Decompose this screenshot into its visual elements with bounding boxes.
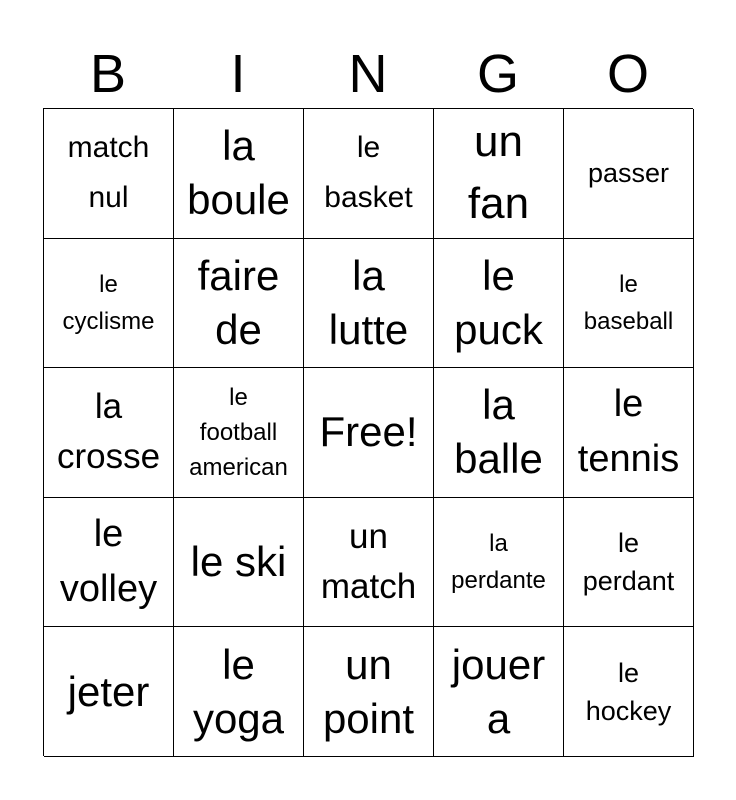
cell-text: le football american bbox=[189, 383, 288, 481]
bingo-cell[interactable] bbox=[434, 239, 564, 369]
cell-text: passer bbox=[587, 158, 670, 189]
cell-text: jouer a bbox=[451, 640, 546, 742]
cell-text: le cyclisme bbox=[62, 270, 155, 335]
bingo-cell[interactable] bbox=[564, 627, 694, 757]
bingo-cell[interactable] bbox=[44, 368, 174, 498]
cell-text: le yoga bbox=[192, 640, 285, 742]
bingo-cell[interactable] bbox=[434, 627, 564, 757]
cell-text: un fan bbox=[467, 117, 530, 229]
cell-text: le tennis bbox=[577, 383, 680, 481]
cell-text: la lutte bbox=[328, 251, 409, 353]
cell-text: le basket bbox=[324, 131, 413, 215]
bingo-cell[interactable] bbox=[44, 109, 174, 239]
cell-text: la crosse bbox=[56, 387, 161, 477]
bingo-cell[interactable] bbox=[434, 498, 564, 628]
bingo-cell[interactable] bbox=[44, 239, 174, 369]
bingo-cell[interactable] bbox=[564, 368, 694, 498]
cell-text: le baseball bbox=[583, 270, 674, 335]
bingo-cell[interactable] bbox=[174, 239, 304, 369]
bingo-cell[interactable] bbox=[304, 627, 434, 757]
bingo-cell[interactable] bbox=[434, 109, 564, 239]
cell-text: le volley bbox=[59, 513, 158, 611]
header-letter-i: I bbox=[230, 44, 246, 104]
bingo-cell[interactable] bbox=[304, 109, 434, 239]
cell-text: le puck bbox=[454, 251, 543, 353]
bingo-header bbox=[43, 40, 693, 108]
cell-text: faire de bbox=[197, 251, 280, 353]
cell-text: le perdant bbox=[582, 528, 675, 597]
bingo-cell[interactable] bbox=[564, 239, 694, 369]
cell-text: le ski bbox=[190, 538, 287, 586]
free-space-cell[interactable] bbox=[304, 368, 434, 498]
header-letter-n: N bbox=[348, 44, 388, 104]
cell-text: un point bbox=[322, 640, 415, 742]
bingo-cell[interactable] bbox=[174, 368, 304, 498]
cell-text: la balle bbox=[454, 381, 543, 483]
bingo-cell[interactable] bbox=[304, 239, 434, 369]
cell-text: jeter bbox=[67, 667, 150, 715]
bingo-board bbox=[43, 108, 693, 756]
bingo-cell[interactable] bbox=[174, 498, 304, 628]
cell-text: le hockey bbox=[585, 657, 672, 726]
bingo-cell[interactable] bbox=[304, 498, 434, 628]
header-letter-b: B bbox=[89, 44, 127, 104]
bingo-cell[interactable] bbox=[44, 627, 174, 757]
bingo-cell[interactable] bbox=[564, 109, 694, 239]
cell-text: un match bbox=[320, 517, 417, 607]
header-letter-g: G bbox=[476, 44, 519, 104]
bingo-cell[interactable] bbox=[174, 627, 304, 757]
free-space-text: Free! bbox=[319, 408, 418, 456]
cell-text: match nul bbox=[67, 131, 150, 215]
bingo-cell[interactable] bbox=[564, 498, 694, 628]
bingo-cell[interactable] bbox=[44, 498, 174, 628]
bingo-cell[interactable] bbox=[434, 368, 564, 498]
header-letter-o: O bbox=[606, 44, 649, 104]
cell-text: la boule bbox=[187, 122, 290, 224]
cell-text: la perdante bbox=[451, 530, 546, 595]
bingo-cell[interactable] bbox=[174, 109, 304, 239]
